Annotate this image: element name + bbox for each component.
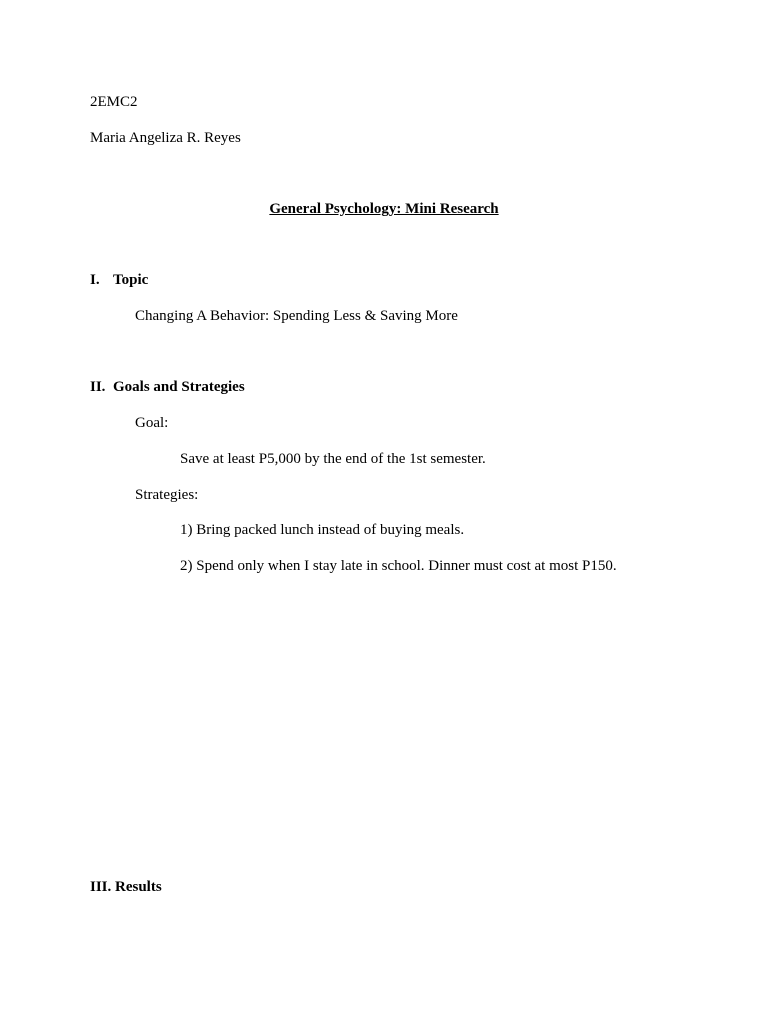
section-number: III. <box>90 879 112 895</box>
section-goals-heading <box>90 378 245 396</box>
section-heading: Topic <box>113 272 149 288</box>
section-heading: Results <box>115 879 162 895</box>
section-number: II. <box>90 379 106 395</box>
section-topic-heading <box>90 271 148 289</box>
section-number: I. <box>90 272 100 288</box>
section-heading: Goals and Strategies <box>113 379 245 395</box>
goal-label: Goal: <box>135 415 169 431</box>
strategies-label: Strategies: <box>135 487 199 503</box>
topic-text: Changing A Behavior: Spending Less & Saving More <box>135 308 458 324</box>
strategy-item: 2) Spend only when I stay late in school. Dinner must cost at most P150. <box>180 558 617 574</box>
section-results-heading <box>90 878 162 896</box>
goal-text: Save at least P5,000 by the end of the 1st semester. <box>180 451 486 467</box>
page-title-text: General Psychology: Mini Research <box>269 201 499 217</box>
class-code: 2EMC2 <box>90 94 138 110</box>
strategy-item: 1) Bring packed lunch instead of buying meals. <box>180 522 465 538</box>
author-name: Maria Angeliza R. Reyes <box>90 130 241 146</box>
page-title <box>0 200 768 218</box>
